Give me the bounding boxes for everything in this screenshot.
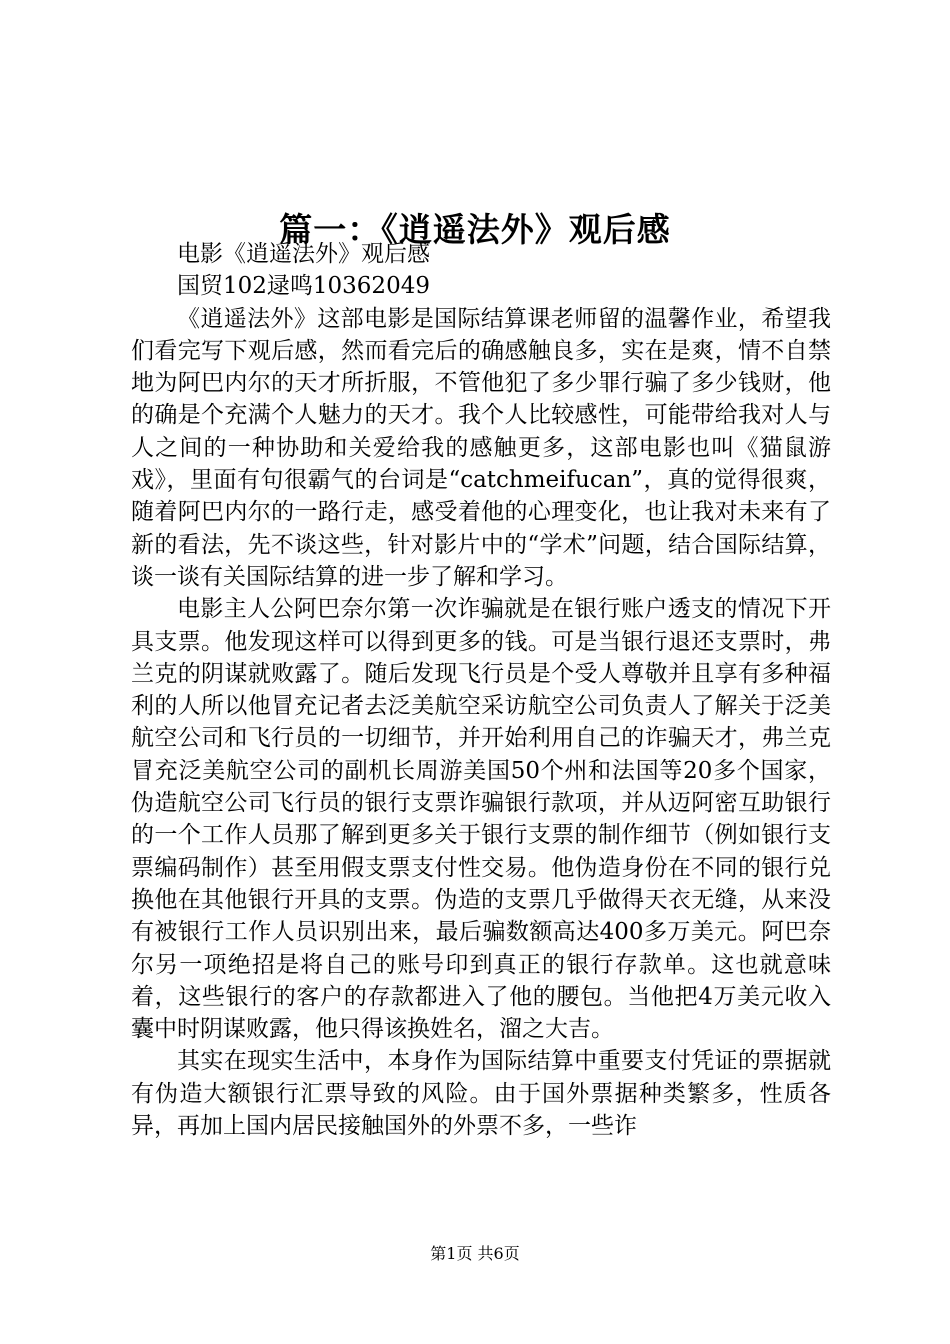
paragraph-3: 其实在现实生活中，本身作为国际结算中重要支付凭证的票据就有伪造大额银行汇票导致的风险。由于国外票据种类繁多，性质各异，再加上国内居民接触国外的外票不多，一些诈 [131, 1048, 831, 1140]
subtitle-line: 电影《逍遥法外》观后感 [177, 241, 430, 267]
paragraph-1: 《逍遥法外》这部电影是国际结算课老师留的温馨作业，希望我们看完写下观后感，然而看完后的确感触良多，实在是爽，情不自禁地为阿巴内尔的天才所折服，不管他犯了多少罪行骗了多少钱财，他的确是个充满个人魅力的天才。我个人比较感性，可能带给我对人与人之间的一种协助和关爱给我的感触更多，这部电影也叫《猫鼠游戏》，里面有句很霸气的台词是“catchmeifucan”，真的觉得很爽，随着阿巴内尔的一路行走，感受着他的心理变化，也让我对未来有了新的看法，先不谈这些，针对影片中的“学术”问题，结合国际结算，谈一谈有关国际结算的进一步了解和学习。 [131, 305, 831, 590]
document-title: 篇一：《逍遥法外》观后感 [279, 210, 671, 250]
paragraph-2: 电影主人公阿巴奈尔第一次诈骗就是在银行账户透支的情况下开具支票。他发现这样可以得到更多的钱。可是当银行退还支票时，弗兰克的阴谋就败露了。随后发现飞行员是个受人尊敬并且享有多种福利的人所以他冒充记者去泛美航空采访航空公司负责人了解关于泛美航空公司和飞行员的一切细节，并开始利用自己的诈骗天才，弗兰克冒充泛美航空公司的副机长周游美国50个州和法国等20多个国家，伪造航空公司飞行员的银行支票诈骗银行款项，并从迈阿密互助银行的一个工作人员那了解到更多关于银行支票的制作细节（例如银行支票编码制作）甚至用假支票支付性交易。他伪造身份在不同的银行兑换他在其他银行开具的支票。伪造的支票几乎做得天衣无缝，从来没有被银行工作人员识别出来，最后骗数额高达400多万美元。阿巴奈尔另一项绝招是将自己的账号印到真正的银行存款单。这也就意味着，这些银行的客户的存款都进入了他的腰包。当他把4万美元收入囊中时阴谋败露，他只得该换姓名，溜之大吉。 [131, 596, 831, 1043]
author-line: 国贸102逯鸣10362049 [177, 273, 430, 300]
page-footer: 第1页 共6页 [430, 1244, 520, 1263]
document-body [131, 238, 831, 1142]
